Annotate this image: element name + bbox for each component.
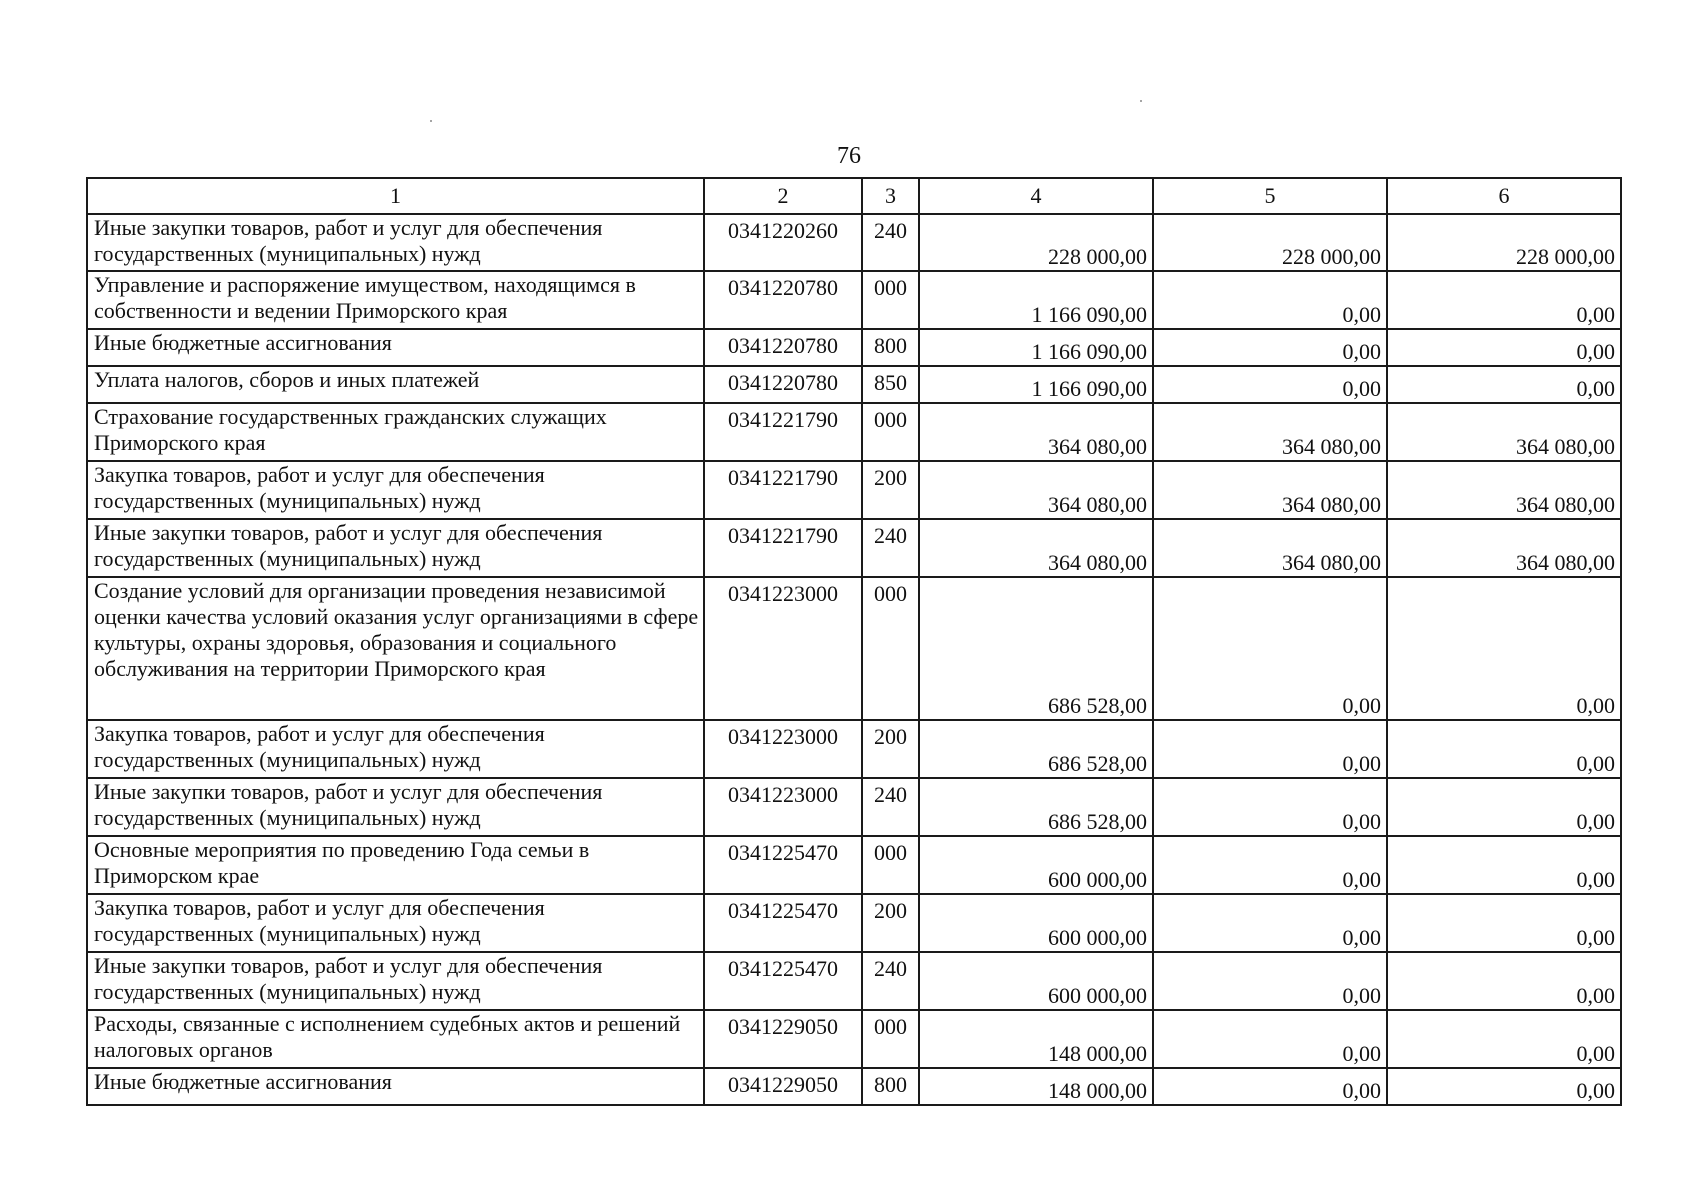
row-value-6-cell: 228 000,00 bbox=[1387, 214, 1621, 271]
row-kind-cell: 000 bbox=[862, 577, 919, 720]
row-value-5-cell: 0,00 bbox=[1153, 577, 1387, 720]
header-cell-2: 2 bbox=[704, 178, 862, 214]
row-value-4-cell: 148 000,00 bbox=[919, 1010, 1153, 1068]
row-value-5-cell: 0,00 bbox=[1153, 366, 1387, 403]
row-value-5-cell: 0,00 bbox=[1153, 1010, 1387, 1068]
row-value-4-cell: 228 000,00 bbox=[919, 214, 1153, 271]
row-code-cell: 0341225470 bbox=[704, 952, 862, 1010]
row-name-cell: Основные мероприятия по проведению Года семьи в Приморском крае bbox=[87, 836, 704, 894]
row-value-6-cell: 364 080,00 bbox=[1387, 461, 1621, 519]
row-name-cell: Расходы, связанные с исполнением судебных актов и решений налоговых органов bbox=[87, 1010, 704, 1068]
table-row bbox=[87, 366, 1621, 403]
row-value-6-cell: 0,00 bbox=[1387, 836, 1621, 894]
row-value-4-cell: 148 000,00 bbox=[919, 1068, 1153, 1105]
row-value-4-cell: 364 080,00 bbox=[919, 519, 1153, 577]
row-name-cell: Страхование государственных гражданских служащих Приморского края bbox=[87, 403, 704, 461]
row-value-6-cell: 0,00 bbox=[1387, 720, 1621, 778]
row-value-4-cell: 686 528,00 bbox=[919, 577, 1153, 720]
row-name-cell: Иные бюджетные ассигнования bbox=[87, 1068, 704, 1105]
row-code-cell: 0341225470 bbox=[704, 894, 862, 952]
row-name-cell: Иные закупки товаров, работ и услуг для обеспечения государственных (муниципальных) нужд bbox=[87, 952, 704, 1010]
row-code-cell: 0341221790 bbox=[704, 461, 862, 519]
row-code-cell: 0341223000 bbox=[704, 778, 862, 836]
table-row bbox=[87, 271, 1621, 329]
row-value-6-cell: 0,00 bbox=[1387, 1068, 1621, 1105]
table-row bbox=[87, 1068, 1621, 1105]
table-row bbox=[87, 894, 1621, 952]
header-row bbox=[87, 178, 1621, 214]
row-name-cell: Иные закупки товаров, работ и услуг для обеспечения государственных (муниципальных) нужд bbox=[87, 214, 704, 271]
row-value-5-cell: 0,00 bbox=[1153, 778, 1387, 836]
header-cell-1: 1 bbox=[87, 178, 704, 214]
row-kind-cell: 200 bbox=[862, 720, 919, 778]
row-value-5-cell: 0,00 bbox=[1153, 894, 1387, 952]
page-number: 76 bbox=[837, 143, 861, 169]
row-kind-cell: 200 bbox=[862, 894, 919, 952]
header-cell-6: 6 bbox=[1387, 178, 1621, 214]
row-name-cell: Иные закупки товаров, работ и услуг для обеспечения государственных (муниципальных) нужд bbox=[87, 778, 704, 836]
row-kind-cell: 240 bbox=[862, 952, 919, 1010]
row-kind-cell: 000 bbox=[862, 1010, 919, 1068]
row-code-cell: 0341220260 bbox=[704, 214, 862, 271]
row-code-cell: 0341221790 bbox=[704, 519, 862, 577]
row-value-6-cell: 0,00 bbox=[1387, 271, 1621, 329]
row-value-4-cell: 1 166 090,00 bbox=[919, 329, 1153, 366]
header-cell-4: 4 bbox=[919, 178, 1153, 214]
row-value-6-cell: 0,00 bbox=[1387, 366, 1621, 403]
row-value-5-cell: 0,00 bbox=[1153, 836, 1387, 894]
row-name-cell: Иные бюджетные ассигнования bbox=[87, 329, 704, 366]
row-code-cell: 0341221790 bbox=[704, 403, 862, 461]
row-name-cell: Создание условий для организации проведения независимой оценки качества условий оказания услуг организациями в сфере культуры, охраны здоровья, образования и социального обслуживания на территории Приморского края bbox=[87, 577, 704, 720]
row-value-5-cell: 364 080,00 bbox=[1153, 519, 1387, 577]
row-kind-cell: 240 bbox=[862, 778, 919, 836]
row-code-cell: 0341220780 bbox=[704, 329, 862, 366]
row-value-4-cell: 600 000,00 bbox=[919, 836, 1153, 894]
table-row bbox=[87, 720, 1621, 778]
row-value-4-cell: 1 166 090,00 bbox=[919, 271, 1153, 329]
budget-table bbox=[86, 177, 1622, 1106]
table-row bbox=[87, 329, 1621, 366]
table-row bbox=[87, 952, 1621, 1010]
row-name-cell: Закупка товаров, работ и услуг для обеспечения государственных (муниципальных) нужд bbox=[87, 720, 704, 778]
row-name-cell: Закупка товаров, работ и услуг для обеспечения государственных (муниципальных) нужд bbox=[87, 894, 704, 952]
table-row bbox=[87, 1010, 1621, 1068]
row-name-cell: Закупка товаров, работ и услуг для обеспечения государственных (муниципальных) нужд bbox=[87, 461, 704, 519]
row-name-cell: Уплата налогов, сборов и иных платежей bbox=[87, 366, 704, 403]
row-value-5-cell: 228 000,00 bbox=[1153, 214, 1387, 271]
row-kind-cell: 800 bbox=[862, 329, 919, 366]
table-row bbox=[87, 461, 1621, 519]
table-row bbox=[87, 403, 1621, 461]
row-kind-cell: 850 bbox=[862, 366, 919, 403]
row-name-cell: Иные закупки товаров, работ и услуг для обеспечения государственных (муниципальных) нужд bbox=[87, 519, 704, 577]
row-value-4-cell: 1 166 090,00 bbox=[919, 366, 1153, 403]
budget-table-body bbox=[87, 178, 1621, 1105]
row-code-cell: 0341223000 bbox=[704, 720, 862, 778]
row-value-6-cell: 0,00 bbox=[1387, 1010, 1621, 1068]
row-value-6-cell: 0,00 bbox=[1387, 894, 1621, 952]
row-value-4-cell: 364 080,00 bbox=[919, 461, 1153, 519]
table-row bbox=[87, 778, 1621, 836]
row-code-cell: 0341223000 bbox=[704, 577, 862, 720]
header-cell-5: 5 bbox=[1153, 178, 1387, 214]
row-kind-cell: 000 bbox=[862, 403, 919, 461]
row-value-6-cell: 0,00 bbox=[1387, 577, 1621, 720]
row-kind-cell: 800 bbox=[862, 1068, 919, 1105]
scan-speck bbox=[1140, 100, 1142, 102]
row-value-6-cell: 364 080,00 bbox=[1387, 519, 1621, 577]
row-name-cell: Управление и распоряжение имуществом, находящимся в собственности и ведении Приморского края bbox=[87, 271, 704, 329]
row-value-4-cell: 600 000,00 bbox=[919, 894, 1153, 952]
row-kind-cell: 000 bbox=[862, 836, 919, 894]
row-value-5-cell: 0,00 bbox=[1153, 271, 1387, 329]
row-code-cell: 0341225470 bbox=[704, 836, 862, 894]
row-value-4-cell: 364 080,00 bbox=[919, 403, 1153, 461]
row-value-4-cell: 600 000,00 bbox=[919, 952, 1153, 1010]
scan-speck bbox=[430, 120, 432, 122]
row-value-6-cell: 0,00 bbox=[1387, 329, 1621, 366]
row-value-5-cell: 0,00 bbox=[1153, 329, 1387, 366]
table-row bbox=[87, 519, 1621, 577]
table-row bbox=[87, 836, 1621, 894]
row-kind-cell: 240 bbox=[862, 519, 919, 577]
row-kind-cell: 240 bbox=[862, 214, 919, 271]
row-code-cell: 0341229050 bbox=[704, 1068, 862, 1105]
table-row bbox=[87, 577, 1621, 720]
row-value-5-cell: 0,00 bbox=[1153, 952, 1387, 1010]
row-value-6-cell: 0,00 bbox=[1387, 952, 1621, 1010]
header-cell-3: 3 bbox=[862, 178, 919, 214]
row-value-5-cell: 364 080,00 bbox=[1153, 403, 1387, 461]
row-kind-cell: 200 bbox=[862, 461, 919, 519]
row-code-cell: 0341220780 bbox=[704, 366, 862, 403]
row-value-4-cell: 686 528,00 bbox=[919, 720, 1153, 778]
row-kind-cell: 000 bbox=[862, 271, 919, 329]
row-code-cell: 0341229050 bbox=[704, 1010, 862, 1068]
row-value-5-cell: 0,00 bbox=[1153, 720, 1387, 778]
row-value-5-cell: 0,00 bbox=[1153, 1068, 1387, 1105]
table-row bbox=[87, 214, 1621, 271]
row-value-6-cell: 0,00 bbox=[1387, 778, 1621, 836]
row-value-6-cell: 364 080,00 bbox=[1387, 403, 1621, 461]
row-code-cell: 0341220780 bbox=[704, 271, 862, 329]
row-value-5-cell: 364 080,00 bbox=[1153, 461, 1387, 519]
row-value-4-cell: 686 528,00 bbox=[919, 778, 1153, 836]
